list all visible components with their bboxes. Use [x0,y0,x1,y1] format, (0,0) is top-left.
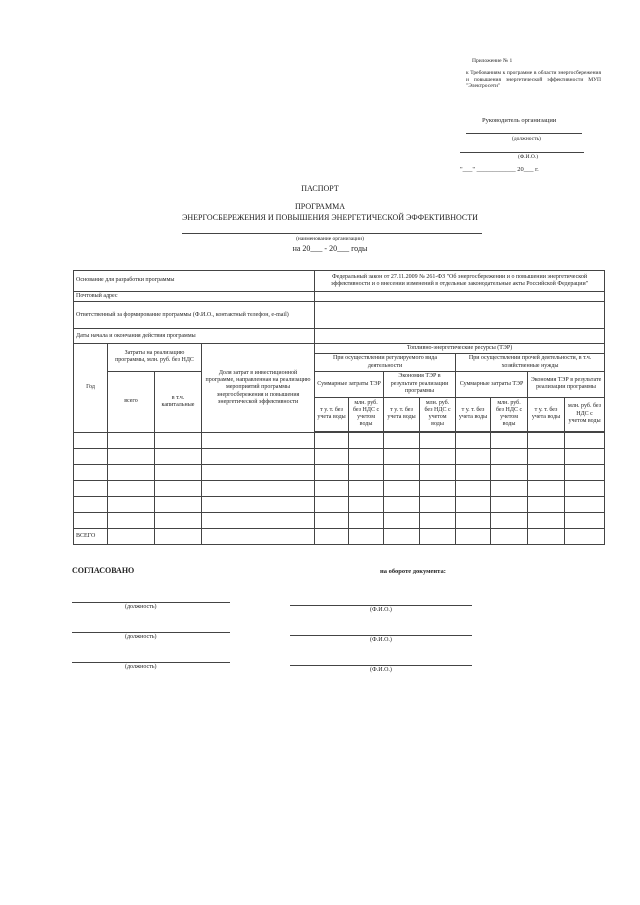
passport-title: ПАСПОРТ [301,184,339,193]
info-value: Федеральный закон от 27.11.2009 № 261-ФЗ "Об энергосбережении и о повышении энергетической эффективности и о внесении изменений в отдельные законодательные акты Российской Федерации" [315,271,605,292]
info-row-address [74,292,605,302]
program-title: ПРОГРАММА [295,202,345,211]
position-caption: (должность) [125,604,157,610]
organization-caption: (наименование организации) [296,236,364,242]
head-title: Руководитель организации [482,117,557,124]
fio-caption: (Ф.И.О.) [370,637,392,643]
header-units-fuel: т у. т. без учета воды [528,397,565,431]
position-caption: (должность) [125,664,157,670]
header-share: Доля затрат в инвестиционной программе, направленная на реализацию мероприятий программы энергосбережения и повышения энергетической эффективности [202,344,315,433]
header-units-fuel: т у. т. без учета воды [456,397,491,431]
info-row-dates [74,329,605,344]
header-total-ter: Суммарные затраты ТЭР [315,371,384,397]
approval-date: "___" ____________ 20___ г. [460,166,539,173]
table-row [74,448,605,464]
info-value [315,302,605,329]
header-other: При осуществлении прочей деятельности, в т.ч. хозяйственные нужды [456,354,605,371]
position-caption: (должность) [512,136,541,142]
signature-fio-line [290,665,472,666]
table-row-total [74,528,605,544]
header-year: Год [74,344,108,433]
header-regulated: При осуществлении регулируемого вида деятельности [315,354,456,371]
table-row [74,496,605,512]
info-label: Основание для разработки программы [74,271,315,292]
header-units-fuel: т у. т. без учета воды [384,397,420,431]
info-row-responsible [74,302,605,329]
position-line [466,133,582,134]
organization-line [182,233,482,234]
table-row [74,480,605,496]
header-total-ter: Суммарные затраты ТЭР [456,371,528,397]
header-costs: Затраты на реализацию программы, млн. руб. без НДС [108,344,202,372]
header-units-fuel: т у. т. без учета воды [315,397,349,431]
header-capital: в т.ч. капитальные [155,371,202,432]
signature-fio-line [290,605,472,606]
header-total: всего [108,371,155,432]
fio-caption: (Ф.И.О.) [370,667,392,673]
fio-caption: (Ф.И.О.) [370,607,392,613]
table-row [74,432,605,448]
header-savings: Экономия ТЭР в результате реализации программы [384,371,456,397]
total-row-label: ВСЕГО [74,528,108,544]
header-units-money: млн. руб. без НДС с учетом воды [420,397,456,431]
info-label: Ответственный за формирование программы (Ф.И.О., контактный телефон, e-mail) [74,302,315,329]
fio-caption: (Ф.И.О.) [518,154,539,160]
header-units-money: млн. руб. без НДС с учетом воды [349,397,384,431]
program-subtitle: ЭНЕРГОСБЕРЕЖЕНИЯ И ПОВЫШЕНИЯ ЭНЕРГЕТИЧЕСКОЙ ЭФФЕКТИВНОСТИ [182,213,478,222]
signature-position-line [72,602,230,603]
requirements-reference: к Требованиям к программе в области энергосбережения и повышения энергетической эффективности МУП "Электросети" [466,70,601,90]
info-row-basis [74,271,605,292]
program-years: на 20___ - 20___ годы [292,244,368,253]
signature-fio-line [290,635,472,636]
position-caption: (должность) [125,634,157,640]
passport-table [73,270,605,545]
info-label: Даты начала и окончания действия программы [74,329,315,344]
info-value [315,329,605,344]
signature-position-line [72,662,230,663]
table-row [74,464,605,480]
header-units-money: млн. руб. без НДС с учетом воды [565,397,605,431]
info-label: Почтовый адрес [74,292,315,302]
fio-line [460,152,584,153]
agreed-label: СОГЛАСОВАНО [72,566,135,575]
table-row [74,512,605,528]
reverse-note: на обороте документа: [380,568,446,575]
signature-position-line [72,632,230,633]
header-resources: Топливно-энергетические ресурсы (ТЭР) [315,344,605,354]
appendix-label: Приложение № 1 [472,58,513,64]
header-savings: Экономия ТЭР в результате реализации программы [528,371,605,397]
header-units-money: млн. руб. без НДС с учетом воды [491,397,528,431]
info-value [315,292,605,302]
